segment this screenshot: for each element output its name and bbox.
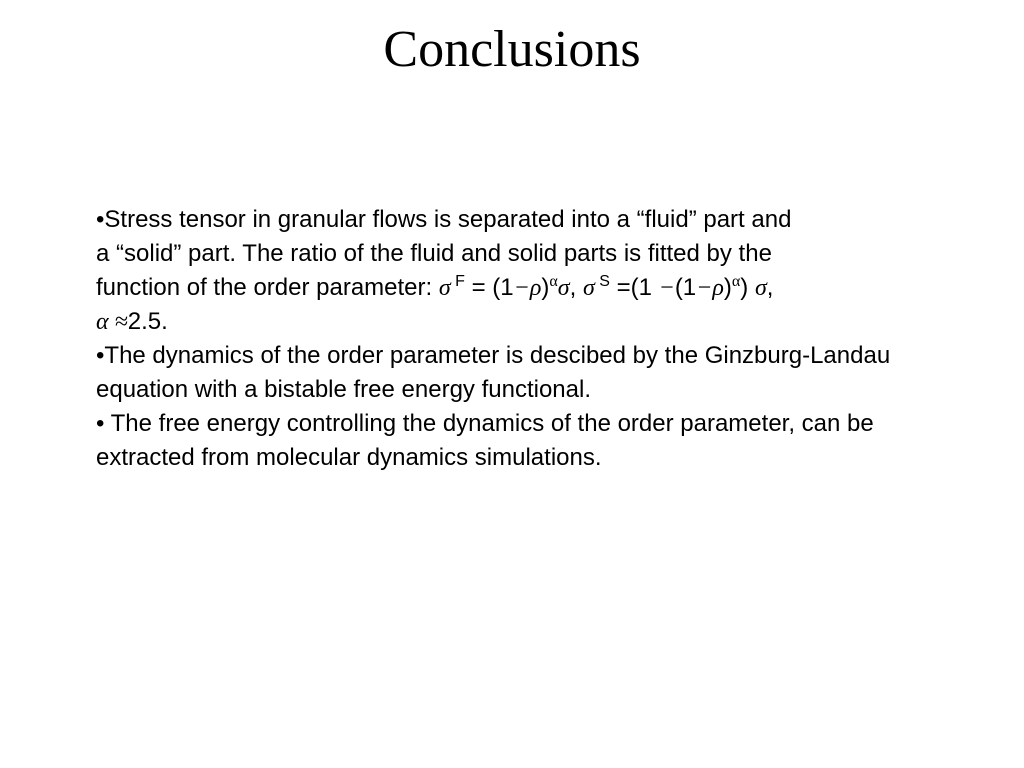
bullet-1-line-3-text: function of the order parameter: [96,274,439,301]
superscript-s: S [594,273,610,290]
equation-part: , [766,274,774,301]
bullet-1-line-1: •Stress tensor in granular flows is separated into a “fluid” part and [96,206,792,233]
equation-part: ) [541,274,550,301]
alpha-symbol: α [96,309,109,335]
sigma-symbol: σ [438,275,451,301]
bullet-free-energy: • The free energy controlling the dynamics of the order parameter, can be extracted from molecular dynamics simulations. [96,410,874,471]
minus-symbol: − [658,275,675,301]
equation-part: ) [723,274,732,301]
alpha-superscript: α [549,273,558,290]
equation-part: , [569,274,583,301]
sigma-symbol: σ [582,275,595,301]
approx-symbol: ≈ [108,309,128,335]
equation-part: =(1 [609,274,659,301]
alpha-superscript: α [731,273,741,290]
equation-part: = (1 [464,274,514,301]
minus-symbol: − [696,275,713,301]
bullet-dynamics: •The dynamics of the order parameter is descibed by the Ginzburg-Landau equation with a bistable free energy functional. [96,342,891,403]
equation-part: (1 [674,274,697,301]
bullet-1-line-2: a “solid” part. The ratio of the fluid and solid parts is fitted by the [96,240,772,267]
equation-part: ) [740,274,755,301]
rho-symbol: ρ [712,275,724,301]
slide-title: Conclusions [383,21,641,78]
sigma-symbol: σ [754,275,767,301]
sigma-symbol: σ [557,275,570,301]
superscript-f: F [450,273,465,290]
minus-symbol: − [513,275,530,301]
alpha-value: 2.5. [127,308,168,335]
rho-symbol: ρ [529,275,542,301]
slide-body [96,203,946,475]
bullet-stress-tensor [96,203,946,339]
